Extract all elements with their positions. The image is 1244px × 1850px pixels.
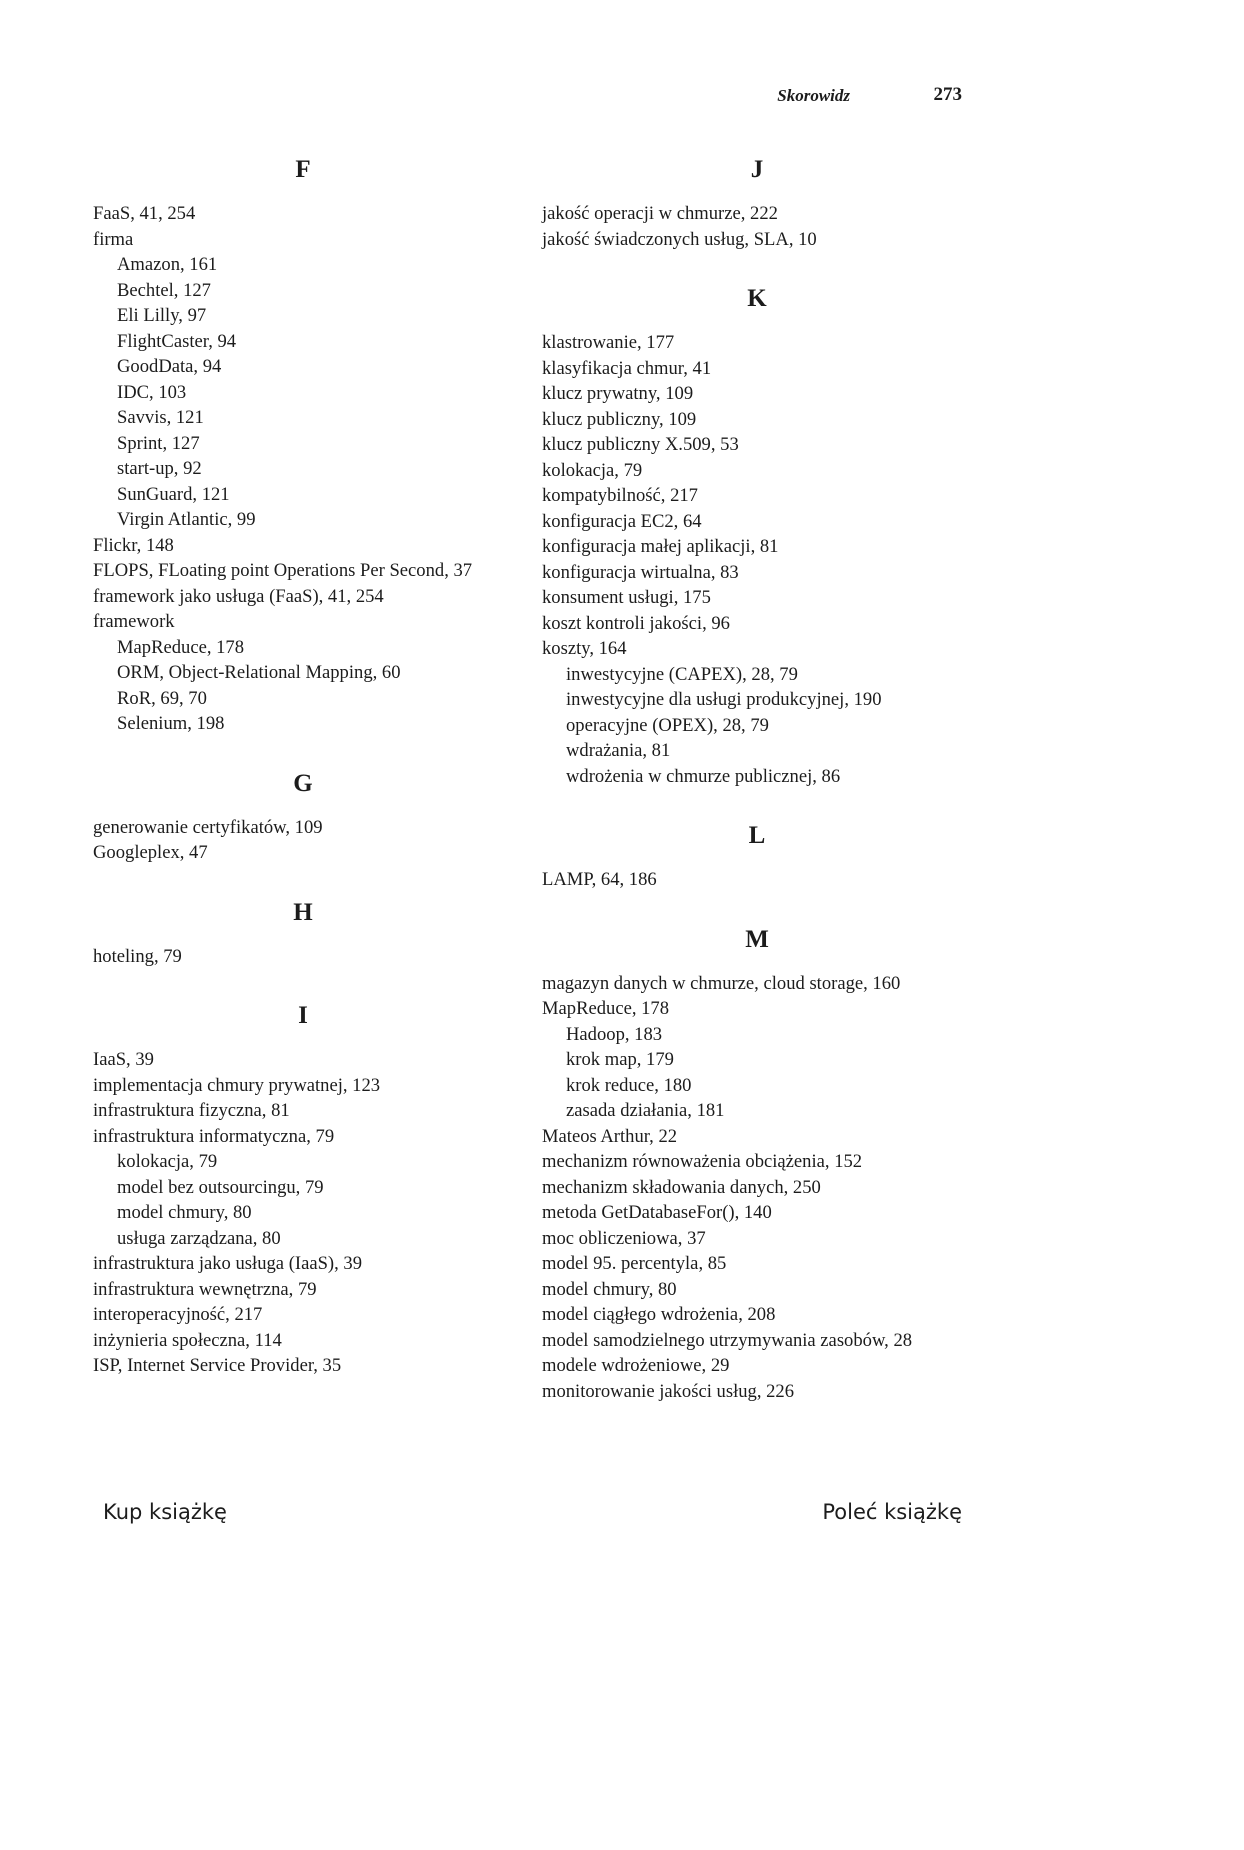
index-entry: modele wdrożeniowe, 29 (542, 1355, 730, 1376)
index-subentry: MapReduce, 178 (117, 636, 245, 658)
index-section-m (542, 920, 972, 1405)
recommend-book-link[interactable]: Poleć książkę (822, 1500, 962, 1524)
index-entry: implementacja chmury prywatnej, 123 (93, 1074, 381, 1096)
index-subentry: RoR, 69, 70 (117, 687, 207, 709)
section-letter-f: F (295, 156, 311, 183)
index-subentry: Eli Lilly, 97 (117, 305, 207, 326)
index-entry: model ciągłego wdrożenia, 208 (542, 1304, 776, 1325)
index-entry: Mateos Arthur, 22 (542, 1125, 678, 1147)
index-subentry: Bechtel, 127 (117, 279, 211, 301)
index-column-right (542, 150, 972, 1404)
index-entry: klucz publiczny X.509, 53 (542, 434, 739, 455)
index-subentry: inwestycyjne (CAPEX), 28, 79 (566, 663, 798, 685)
index-entry: koszt kontroli jakości, 96 (542, 612, 730, 634)
index-entry: hoteling, 79 (93, 945, 182, 967)
index-subentry: FlightCaster, 94 (117, 330, 237, 352)
index-subentry: krok reduce, 180 (566, 1074, 692, 1096)
index-section-l (542, 816, 972, 893)
index-entry: klucz prywatny, 109 (542, 383, 694, 404)
index-entry: magazyn danych w chmurze, cloud storage, 160 (542, 972, 901, 994)
index-entry: konfiguracja EC2, 64 (542, 510, 702, 532)
index-subentry: wdrażania, 81 (566, 740, 671, 761)
index-subentry: Savvis, 121 (117, 407, 204, 428)
index-entry: klucz publiczny, 109 (542, 408, 697, 430)
index-subentry: kolokacja, 79 (117, 1151, 218, 1172)
index-entry: kolokacja, 79 (542, 459, 643, 481)
index-subentry: model bez outsourcingu, 79 (117, 1176, 324, 1198)
section-letter-g: G (293, 769, 313, 797)
index-column-left (93, 150, 513, 1379)
index-entry: jakość operacji w chmurze, 222 (542, 203, 778, 224)
index-entry: FaaS, 41, 254 (93, 203, 196, 224)
index-entry: infrastruktura informatyczna, 79 (93, 1125, 335, 1147)
index-entry: model samodzielnego utrzymywania zasobów, 28 (542, 1329, 913, 1351)
section-letter-m: M (745, 925, 769, 953)
index-subentry: SunGuard, 121 (117, 483, 230, 505)
index-entry: kompatybilność, 217 (542, 485, 698, 506)
index-list-j (542, 201, 972, 252)
index-subentry: model chmury, 80 (117, 1202, 252, 1223)
page-number: 273 (933, 84, 962, 105)
section-letter-i: I (298, 1002, 308, 1029)
index-list-g (93, 815, 513, 866)
index-section-g (93, 764, 513, 866)
index-list-m (542, 971, 972, 1405)
index-entry: interoperacyjność, 217 (93, 1304, 263, 1325)
index-entry: konsument usługi, 175 (542, 587, 711, 608)
index-subentry: start-up, 92 (117, 458, 202, 479)
index-entry: koszty, 164 (542, 638, 627, 659)
index-entry: mechanizm składowania danych, 250 (542, 1176, 821, 1198)
index-section-i (93, 996, 513, 1379)
section-letter-k: K (747, 285, 767, 312)
buy-book-link[interactable]: Kup książkę (103, 1500, 227, 1524)
index-section-f (93, 150, 513, 737)
index-list-h (93, 944, 513, 970)
index-entry: LAMP, 64, 186 (542, 869, 657, 890)
index-subentry: operacyjne (OPEX), 28, 79 (566, 714, 769, 736)
index-entry: generowanie certyfikatów, 109 (93, 816, 323, 838)
index-entry: inżynieria społeczna, 114 (93, 1329, 282, 1351)
index-subentry: zasada działania, 181 (566, 1100, 725, 1121)
index-subentry: Sprint, 127 (117, 432, 200, 454)
index-subentry: Virgin Atlantic, 99 (117, 509, 256, 530)
index-entry: klastrowanie, 177 (542, 332, 675, 353)
index-entry: jakość świadczonych usług, SLA, 10 (542, 228, 817, 250)
index-entry: FLOPS, FLoating point Operations Per Second, 37 (93, 560, 473, 581)
index-subentry: Selenium, 198 (117, 713, 225, 734)
index-entry: Googleplex, 47 (93, 842, 208, 863)
index-entry: Flickr, 148 (93, 534, 174, 556)
index-list-l (542, 867, 972, 893)
index-entry: metoda GetDatabaseFor(), 140 (542, 1202, 772, 1223)
index-entry: model 95. percentyla, 85 (542, 1253, 727, 1274)
index-list-i (93, 1047, 513, 1379)
index-entry: klasyfikacja chmur, 41 (542, 357, 712, 379)
index-subentry: GoodData, 94 (117, 356, 222, 377)
index-entry: model chmury, 80 (542, 1278, 677, 1300)
index-section-k (542, 279, 972, 789)
index-subentry: krok map, 179 (566, 1049, 674, 1070)
index-subentry: usługa zarządzana, 80 (117, 1227, 281, 1249)
section-letter-l: L (748, 822, 766, 849)
index-entry: konfiguracja wirtualna, 83 (542, 561, 739, 583)
section-letter-j: J (750, 156, 764, 183)
section-letter-h: H (293, 898, 313, 926)
index-section-j (542, 150, 972, 252)
index-list-f (93, 201, 513, 737)
index-section-h (93, 893, 513, 970)
index-entry: moc obliczeniowa, 37 (542, 1227, 706, 1249)
index-subentry: IDC, 103 (117, 381, 187, 403)
index-entry: ISP, Internet Service Provider, 35 (93, 1355, 342, 1376)
index-entry: mechanizm równoważenia obciążenia, 152 (542, 1151, 863, 1172)
index-entry: IaaS, 39 (93, 1049, 154, 1070)
index-subentry: wdrożenia w chmurze publicznej, 86 (566, 765, 841, 787)
index-entry: infrastruktura jako usługa (IaaS), 39 (93, 1253, 363, 1274)
index-entry: framework (93, 611, 175, 632)
index-entry: framework jako usługa (FaaS), 41, 254 (93, 585, 384, 607)
index-subentry: Hadoop, 183 (566, 1023, 663, 1045)
index-subentry: Amazon, 161 (117, 254, 218, 275)
index-entry: infrastruktura wewnętrzna, 79 (93, 1278, 317, 1300)
index-list-k (542, 330, 972, 789)
index-subentry: ORM, Object-Relational Mapping, 60 (117, 662, 401, 683)
index-entry: MapReduce, 178 (542, 998, 670, 1019)
running-title: Skorowidz (777, 86, 850, 105)
index-entry: konfiguracja małej aplikacji, 81 (542, 536, 779, 557)
index-subentry: inwestycyjne dla usługi produkcyjnej, 190 (566, 689, 882, 710)
index-entry: monitorowanie jakości usług, 226 (542, 1380, 795, 1402)
index-entry: infrastruktura fizyczna, 81 (93, 1100, 290, 1121)
index-entry: firma (93, 228, 134, 250)
